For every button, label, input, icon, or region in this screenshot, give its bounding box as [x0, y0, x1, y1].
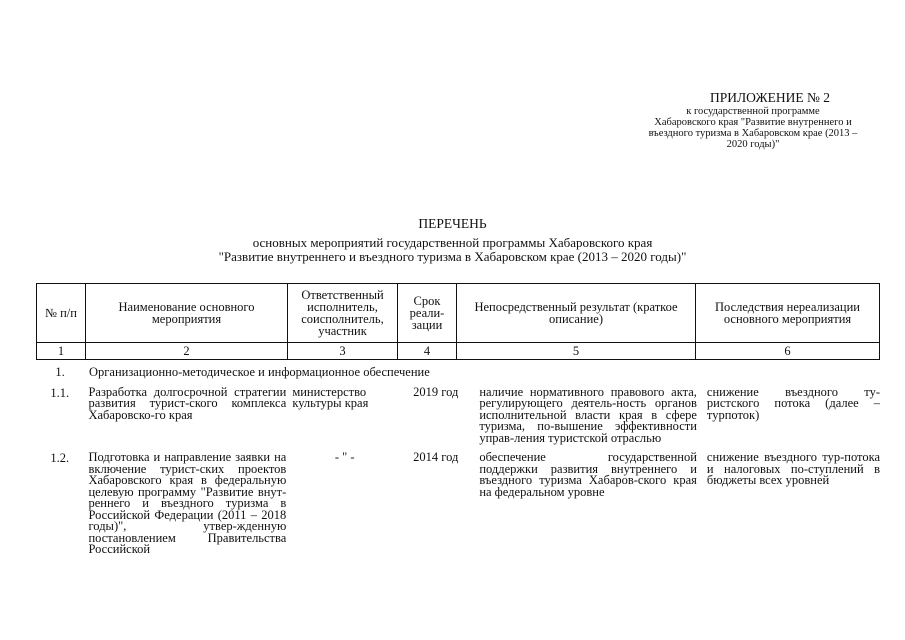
- row-number: 1.1.: [50, 385, 70, 400]
- row-number: 1.2.: [50, 451, 70, 465]
- column-number: 3: [288, 343, 398, 360]
- table-body: [36, 367, 880, 556]
- row-term: 2019 год: [413, 384, 459, 399]
- header-row: [37, 284, 880, 343]
- table-row: [36, 452, 880, 556]
- section-number: 1.: [55, 365, 65, 379]
- row-term: 2014 год: [413, 450, 459, 464]
- section-title: Организационно-методическое и информационное обеспечение: [89, 365, 430, 379]
- column-number: 4: [398, 343, 457, 360]
- appendix-line: въездного туризма в Хабаровском крае (2013 –: [648, 128, 858, 139]
- row-result: наличие нормативного правового акта, регулирующего деятель-ность органов исполнительной власти края в сфере туризма, по-вышение эффективности управ-ления туристской отраслью: [479, 384, 697, 445]
- row-executor: - " -: [334, 450, 355, 464]
- table-row: [36, 384, 881, 445]
- column-number-row: [37, 343, 880, 360]
- column-number: 6: [696, 343, 880, 360]
- header-cell-consequence: Последствия нереализации основного мероприятия: [696, 284, 880, 343]
- header-cell-result: Непосредственный результат (краткое описание): [457, 284, 696, 343]
- document-title: ПЕРЕЧЕНЬ: [418, 216, 487, 231]
- appendix-block: [623, 90, 883, 150]
- row-consequence: снижение въездного ту-ристского потока (далее – турпоток): [706, 384, 881, 422]
- section-row: [36, 367, 880, 379]
- column-number: 2: [86, 343, 288, 360]
- header-cell-executor: Ответственный исполнитель, соисполнитель, участник: [288, 284, 398, 343]
- row-name: Разработка долгосрочной стратегии развития турист-ского комплекса Хабаровско-го края: [88, 384, 287, 422]
- header-cell-num: № п/п: [37, 284, 86, 343]
- row-result: обеспечение государственной поддержки развития внутреннего и въездного туризма Хабаров-ского края на федеральном уровне: [479, 450, 697, 499]
- header-cell-name: Наименование основного мероприятия: [86, 284, 288, 343]
- subtitle-line-1: основных мероприятий государственной программы Хабаровского края: [252, 235, 653, 250]
- appendix-line: к государственной программе: [686, 106, 820, 117]
- row-executor: министерство культуры края: [292, 384, 369, 410]
- appendix-line: 2020 годы)": [726, 139, 780, 150]
- header-table: [36, 283, 880, 360]
- header-cell-term: Срок реали-зации: [398, 284, 457, 343]
- row-name: Подготовка и направление заявки на включение турист-ских проектов Хабаровского края в федеральную целевую программу "Развитие внут-реннего и въездного туризма в Российской Федерации (2011 – 2018 годы)", утвер-жденную постановлением Правительства Российской: [88, 450, 287, 556]
- appendix-line: Хабаровского края "Развитие внутреннего и: [654, 117, 852, 128]
- subtitle-line-2: "Развитие внутреннего и въездного туризма в Хабаровском крае (2013 – 2020 годы)": [218, 249, 687, 264]
- document-subtitle: [0, 236, 905, 264]
- column-number: 5: [457, 343, 696, 360]
- row-consequence: снижение въездного тур-потока и налоговых по-ступлений в бюджеты всех уровней: [706, 450, 881, 487]
- column-number: 1: [37, 343, 86, 360]
- appendix-title: ПРИЛОЖЕНИЕ № 2: [709, 90, 831, 105]
